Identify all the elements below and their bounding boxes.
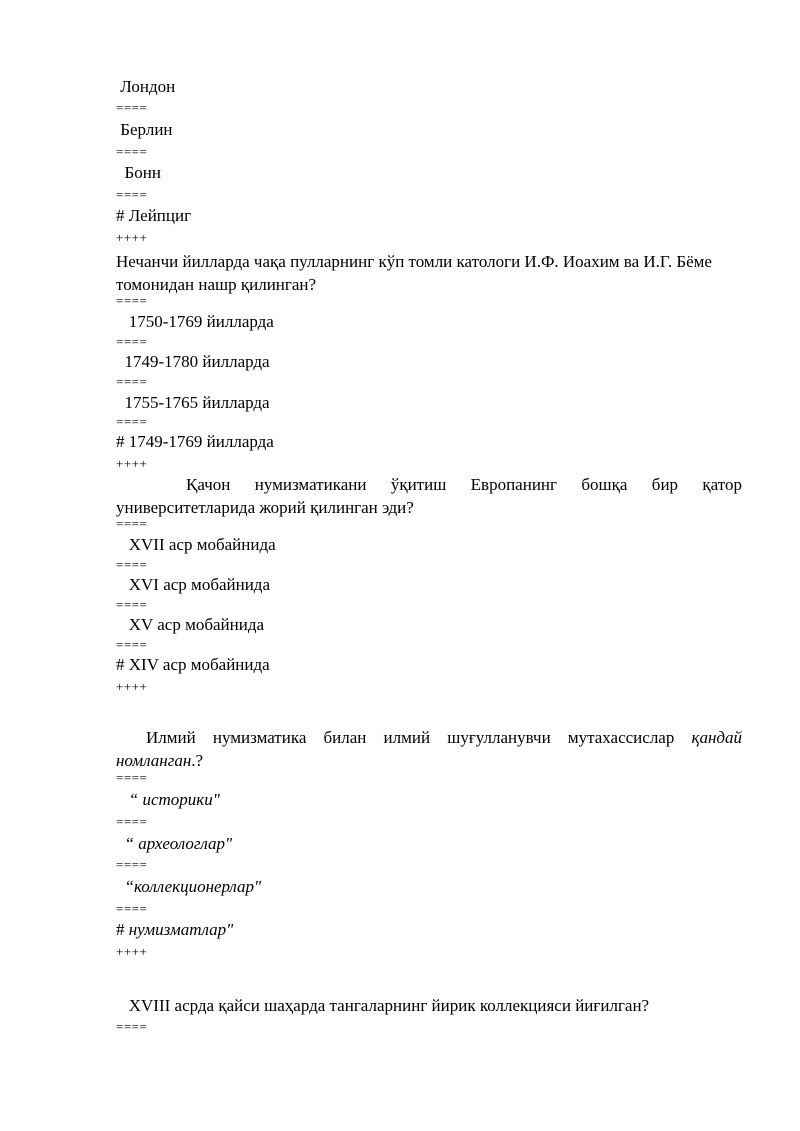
separator: ==== <box>116 187 148 202</box>
question-end-marker: ++++ <box>116 230 148 245</box>
question-end-marker: ++++ <box>116 456 148 471</box>
question-end-marker: ++++ <box>116 679 148 694</box>
separator: ==== <box>116 144 148 159</box>
option-b: “ археологлар" <box>116 834 233 853</box>
question-text: Қачон нумизматикани ўқитиш Европанинг бошқа бир қатор университетларида жорий қилинган эди? <box>116 475 742 517</box>
option-c: Бонн <box>116 163 161 182</box>
question-text-plain: Илмий нумизматика билан илмий шуғулланувчи мутахассислар <box>146 728 692 747</box>
question-text <box>116 726 742 772</box>
correct-answer: # 1749-1769 йилларда <box>116 432 274 451</box>
separator: ==== <box>116 597 148 612</box>
separator: ==== <box>116 814 148 829</box>
correct-answer <box>116 920 233 940</box>
option-b: Берлин <box>116 120 173 139</box>
answer-text: нумизматлар" <box>128 920 234 939</box>
question-end-marker: ++++ <box>116 944 148 959</box>
question-text-italic: қандай номланган <box>116 728 742 770</box>
option-c: XV аср мобайнида <box>116 615 265 634</box>
separator: ==== <box>116 557 148 572</box>
question-text-tail: .? <box>191 751 204 770</box>
option-a: XVII аср мобайнида <box>116 535 276 554</box>
separator: ==== <box>116 857 148 872</box>
correct-answer: # XIV аср мобайнида <box>116 655 270 674</box>
separator: ==== <box>116 100 148 115</box>
question-text: Нечанчи йилларда чақа пулларнинг кўп томли катологи И.Ф. Иоахим ва И.Г. Бёме томонидан нашр қилинган? <box>116 252 712 294</box>
option-c: 1755-1765 йилларда <box>116 393 270 412</box>
separator: ==== <box>116 293 148 308</box>
option-b: 1749-1780 йилларда <box>116 352 270 371</box>
option-a: “ историки" <box>116 790 220 809</box>
separator: ==== <box>116 770 148 785</box>
separator: ==== <box>116 516 148 531</box>
correct-answer: # Лейпциг <box>116 206 192 225</box>
separator: ==== <box>116 637 148 652</box>
option-a: Лондон <box>116 77 176 96</box>
answer-mark: # <box>116 920 129 939</box>
separator: ==== <box>116 374 148 389</box>
question-text: XVIII асрда қайси шаҳарда тангаларнинг йирик коллекцияси йиғилган? <box>116 996 650 1015</box>
separator: ==== <box>116 901 148 916</box>
separator: ==== <box>116 414 148 429</box>
separator: ==== <box>116 334 148 349</box>
option-c: “коллекционерлар" <box>116 877 262 896</box>
option-b: XVI аср мобайнида <box>116 575 270 594</box>
separator: ==== <box>116 1019 148 1034</box>
option-a: 1750-1769 йилларда <box>116 312 274 331</box>
